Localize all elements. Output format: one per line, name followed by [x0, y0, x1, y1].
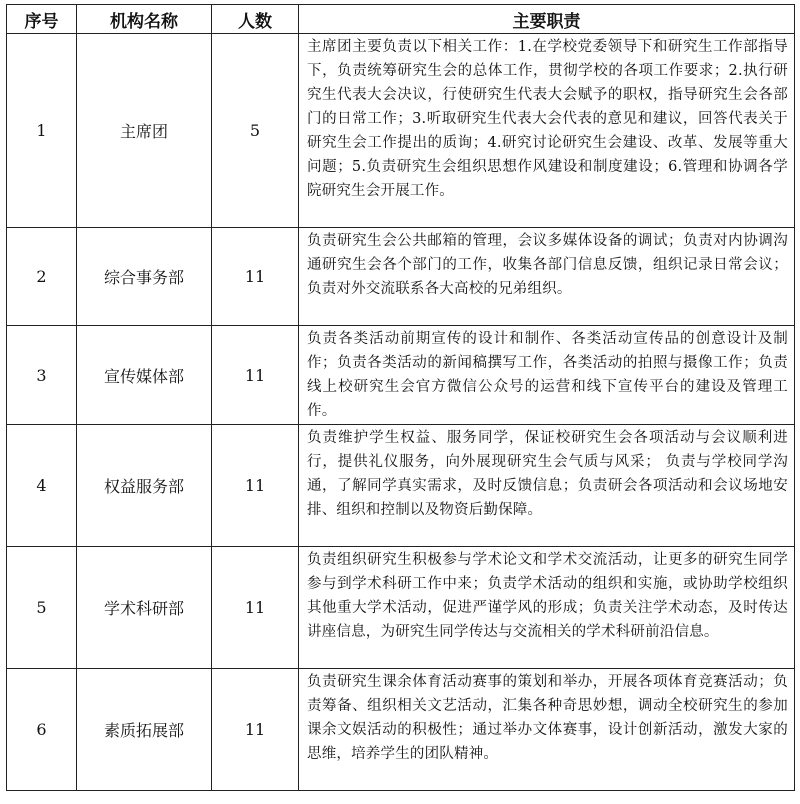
row-duties: 负责研究生课余体育活动赛事的策划和举办，开展各项体育竞赛活动；负责筹备、组织相关文艺活动，汇集各种奇思妙想，调动全校研究生的参加课余文娱活动的积极性；通过举办文体赛事，设计创新活动，激发大家的思维，培养学生的团队精神。	[299, 669, 795, 791]
header-duties: 主要职责	[299, 5, 795, 34]
row-count: 11	[212, 547, 299, 669]
row-index: 3	[7, 326, 77, 425]
row-index: 5	[7, 547, 77, 669]
header-row	[7, 5, 795, 34]
row-duties: 负责组织研究生积极参与学术论文和学术交流活动，让更多的研究生同学参与到学术科研工作中来；负责学术活动的组织和实施，或协助学校组织其他重大学术活动，促进严谨学风的形成；负责关注学术动态，及时传达讲座信息，为研究生同学传达与交流相关的学术科研前沿信息。	[299, 547, 795, 669]
header-index: 序号	[7, 5, 77, 34]
row-duties: 负责维护学生权益、服务同学，保证校研究生会各项活动与会议顺利进行，提供礼仪服务，向外展现研究生会气质与风采； 负责与学校同学沟通，了解同学真实需求，及时反馈信息；负责研会各项活动和会议场地安排、组织和控制以及物资后勤保障。	[299, 425, 795, 547]
organization-table	[6, 4, 795, 791]
row-duties: 负责研究生会公共邮箱的管理，会议多媒体设备的调试；负责对内协调沟通研究生会各个部门的工作，收集各部门信息反馈，组织记录日常会议；负责对外交流联系各大高校的兄弟组织。	[299, 228, 795, 326]
row-duties: 主席团主要负责以下相关工作：1.在学校党委领导下和研究生工作部指导下，负责统筹研究生会的总体工作，贯彻学校的各项工作要求；2.执行研究生代表大会决议，行使研究生代表大会赋予的职权，指导研究生会各部门的日常工作；3.听取研究生代表大会代表的意见和建议，回答代表关于研究生会工作提出的质询；4.研究讨论研究生会建设、改革、发展等重大问题；5.负责研究生会组织思想作风建设和制度建设；6.管理和协调各学院研究生会开展工作。	[299, 34, 795, 228]
row-name: 主席团	[77, 34, 212, 228]
row-index: 1	[7, 34, 77, 228]
header-count: 人数	[212, 5, 299, 34]
row-name: 权益服务部	[77, 425, 212, 547]
row-duties: 负责各类活动前期宣传的设计和制作、各类活动宣传品的创意设计及制作；负责各类活动的新闻稿撰写工作，各类活动的拍照与摄像工作；负责线上校研究生会官方微信公众号的运营和线下宣传平台的建设及管理工作。	[299, 326, 795, 425]
row-index: 4	[7, 425, 77, 547]
row-name: 素质拓展部	[77, 669, 212, 791]
row-index: 2	[7, 228, 77, 326]
row-name: 学术科研部	[77, 547, 212, 669]
table-row	[7, 326, 795, 425]
table-row	[7, 547, 795, 669]
row-index: 6	[7, 669, 77, 791]
table-row	[7, 34, 795, 228]
row-count: 11	[212, 425, 299, 547]
row-name: 宣传媒体部	[77, 326, 212, 425]
row-count: 11	[212, 228, 299, 326]
table-row	[7, 669, 795, 791]
table-row	[7, 425, 795, 547]
row-count: 5	[212, 34, 299, 228]
row-name: 综合事务部	[77, 228, 212, 326]
header-name: 机构名称	[77, 5, 212, 34]
row-count: 11	[212, 326, 299, 425]
row-count: 11	[212, 669, 299, 791]
table-row	[7, 228, 795, 326]
